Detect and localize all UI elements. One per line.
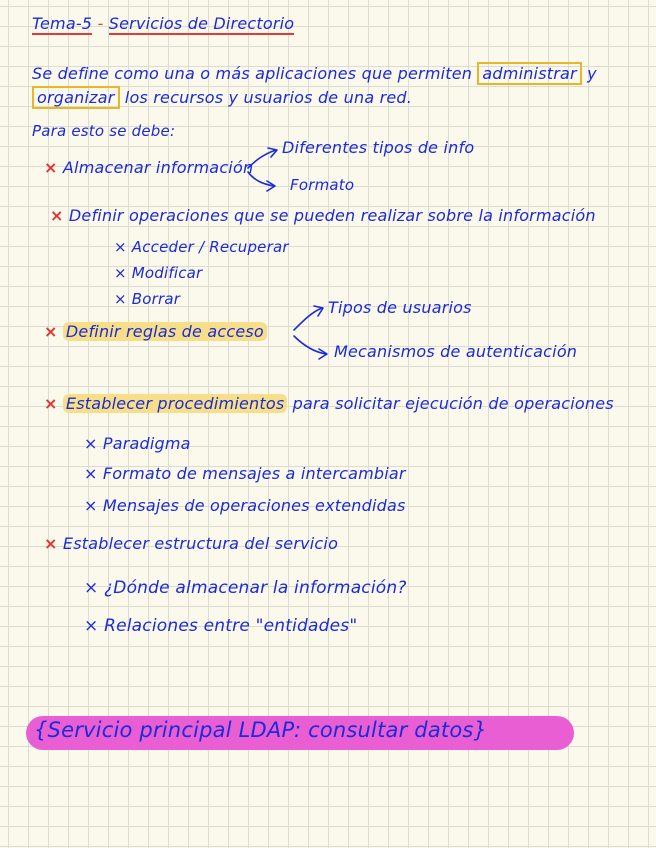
sub-marker: × bbox=[84, 578, 99, 598]
sub-marker: × bbox=[114, 264, 127, 282]
item-label: Definir operaciones que se pueden realizar sobre la información bbox=[68, 206, 596, 225]
definition-line2-end: los recursos y usuarios de una red. bbox=[124, 88, 413, 107]
title-name: Servicios de Directorio bbox=[108, 14, 295, 33]
arrow-to-formato bbox=[248, 172, 274, 186]
item-label: Definir reglas de acceso bbox=[63, 322, 267, 341]
sub-marker: × bbox=[114, 238, 127, 256]
branch-tipos-info: Diferentes tipos de info bbox=[282, 138, 475, 157]
definition-line1-start: Se define como una o más aplicaciones que permiten bbox=[32, 64, 473, 83]
cross-marker: × bbox=[44, 158, 58, 177]
sub-marker: × bbox=[84, 616, 99, 636]
cross-marker: × bbox=[44, 394, 58, 413]
subitem-label: ¿Dónde almacenar la información? bbox=[104, 578, 407, 598]
subitem-label: Formato de mensajes a intercambiar bbox=[102, 464, 406, 483]
subitem-label: Modificar bbox=[131, 264, 203, 282]
arrow-to-tipos-info bbox=[248, 150, 276, 168]
conclusion-text: {Servicio principal LDAP: consultar datos} bbox=[34, 718, 488, 742]
intro-text: Para esto se debe: bbox=[32, 122, 176, 140]
subitem-label: Relaciones entre "entidades" bbox=[104, 616, 358, 636]
cross-marker: × bbox=[44, 322, 58, 341]
subitem-label: Borrar bbox=[131, 290, 181, 308]
cross-marker: × bbox=[44, 534, 58, 553]
sub-marker: × bbox=[114, 290, 127, 308]
definition-administrar-box: administrar bbox=[477, 62, 581, 85]
subitem-label: Mensajes de operaciones extendidas bbox=[102, 496, 406, 515]
subitem-label: Paradigma bbox=[102, 434, 191, 453]
definition-line1-end: y bbox=[587, 64, 597, 83]
sub-marker: × bbox=[84, 434, 98, 453]
branch-tipos-usuarios: Tipos de usuarios bbox=[328, 298, 472, 317]
branch-mecanismos: Mecanismos de autenticación bbox=[334, 342, 578, 361]
title-prefix: Tema-5 bbox=[32, 14, 93, 33]
definition-organizar-box: organizar bbox=[32, 86, 120, 109]
subitem-label: Acceder / Recuperar bbox=[131, 238, 289, 256]
item-label: Almacenar información bbox=[62, 158, 254, 177]
item-label-rest: para solicitar ejecución de operaciones bbox=[292, 394, 614, 413]
arrow-to-tipos-usuarios bbox=[294, 308, 322, 330]
cross-marker: × bbox=[50, 206, 64, 225]
sub-marker: × bbox=[84, 464, 98, 483]
branch-formato: Formato bbox=[290, 176, 355, 194]
item-label: Establecer procedimientos bbox=[63, 394, 287, 413]
item-label: Establecer estructura del servicio bbox=[62, 534, 339, 553]
title-separator: - bbox=[97, 14, 104, 33]
sub-marker: × bbox=[84, 496, 98, 515]
